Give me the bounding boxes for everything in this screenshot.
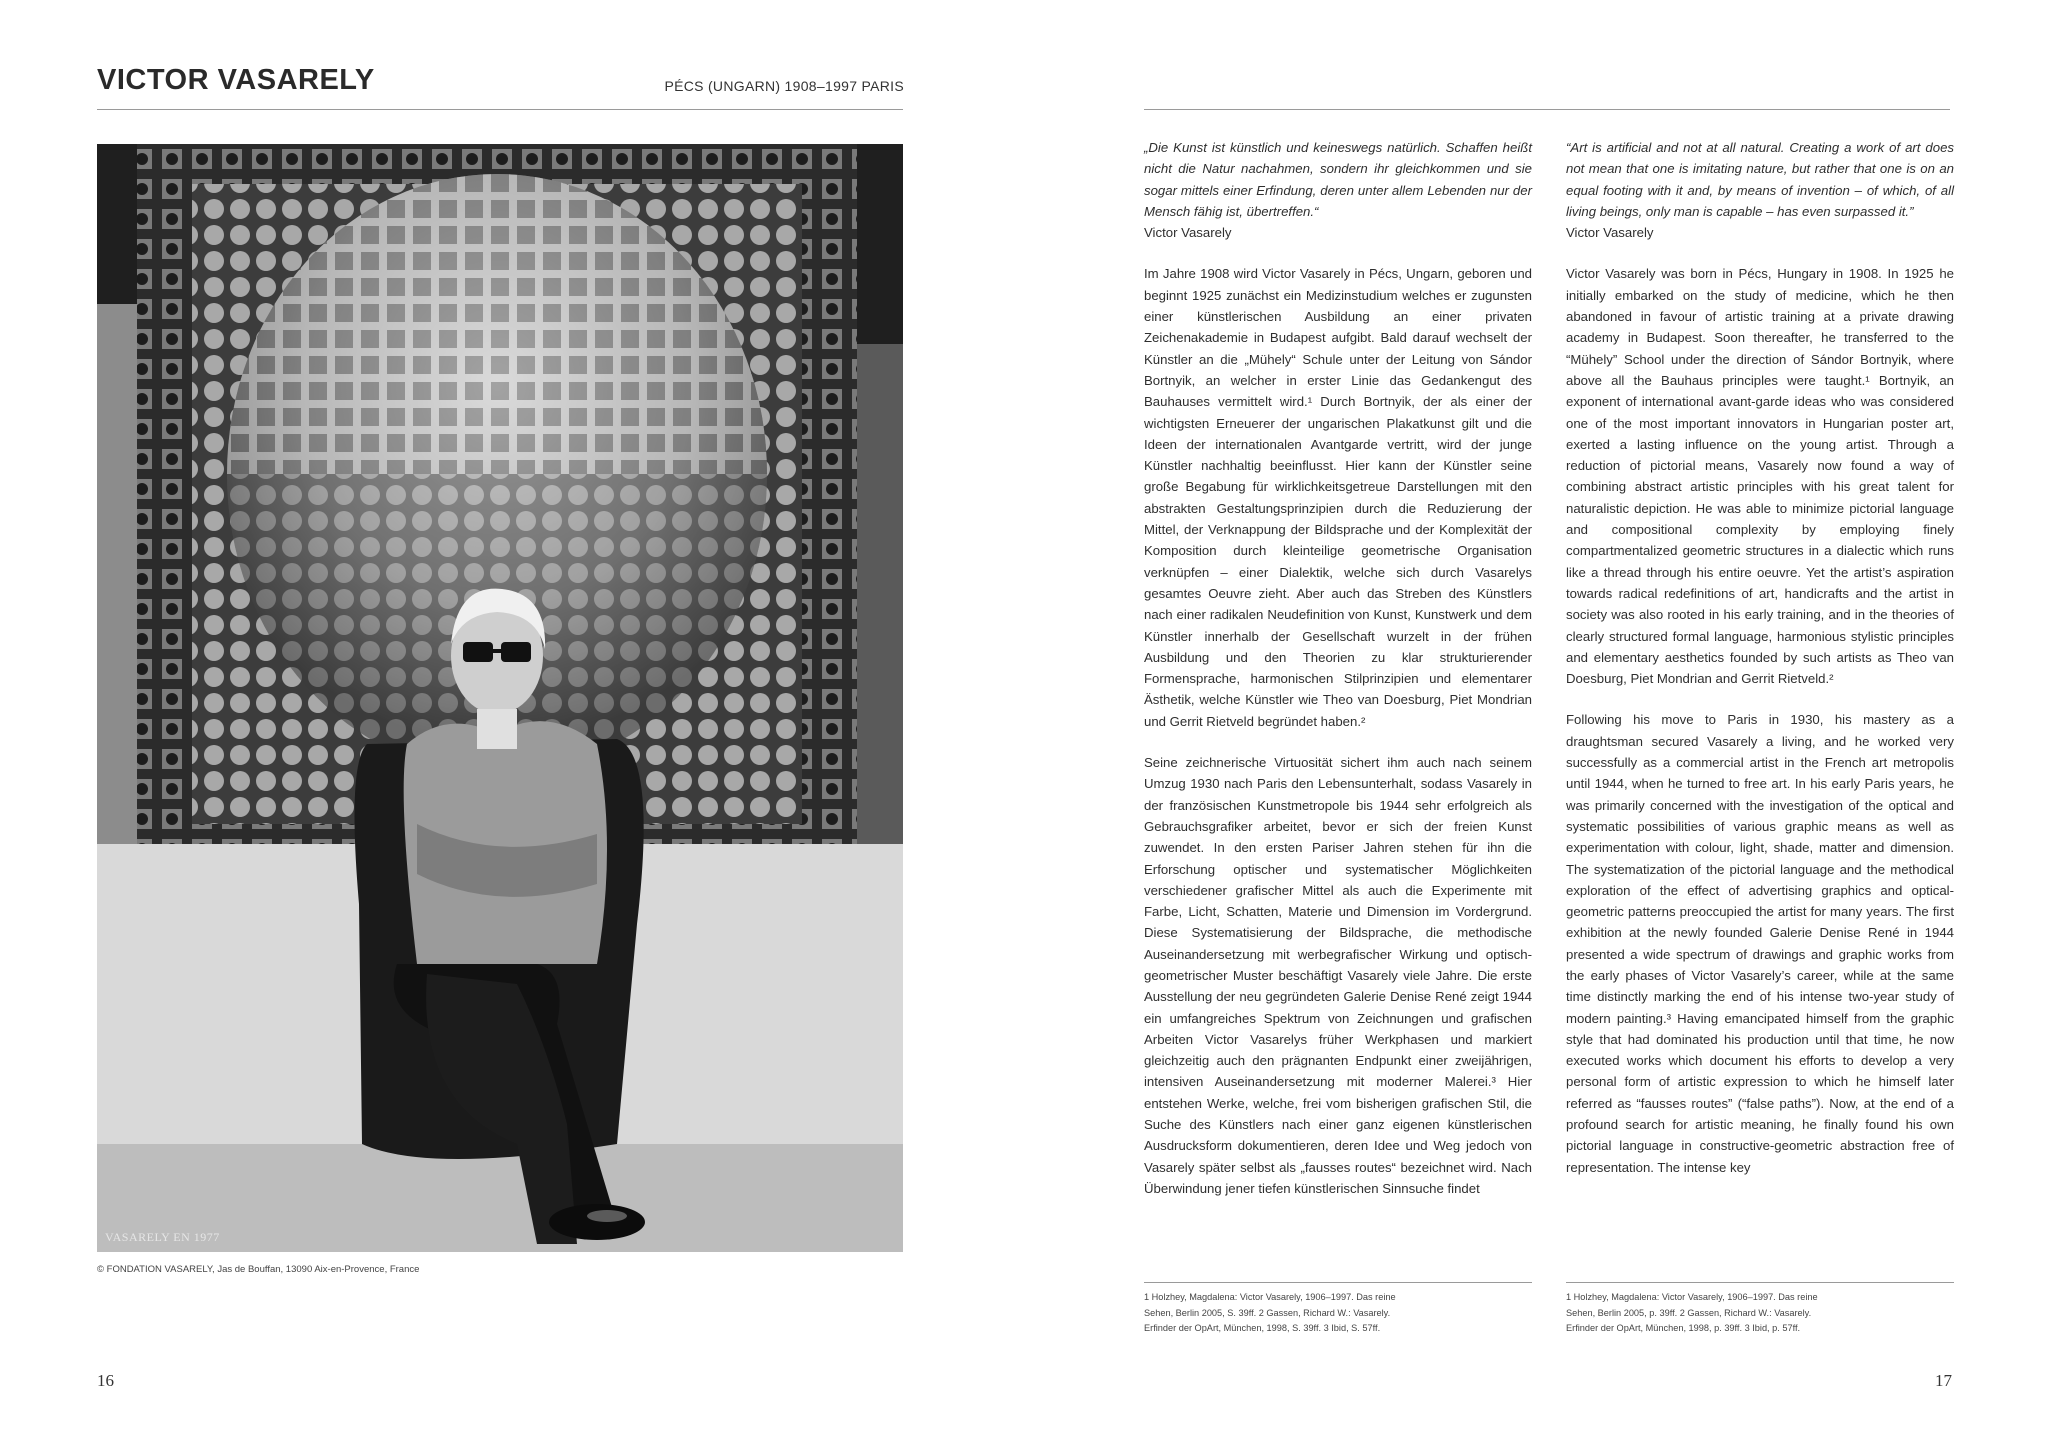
artist-photograph [97, 144, 903, 1252]
german-quote-author: Victor Vasarely [1144, 225, 1232, 241]
german-quote: „Die Kunst ist künstlich und keineswegs natürlich. Schaffen heißt nicht die Natur nachahmen, sondern ihr gleichkommen und sie sogar mittels einer Erfindung, deren unter allem Lebenden nur der Mensch fähig ist, übertreffen.“ [1144, 140, 1532, 219]
german-quote-block [1144, 137, 1532, 243]
page-title: VICTOR VASARELY [97, 64, 375, 96]
page-number-left: 16 [97, 1371, 114, 1390]
photo-caption: © FONDATION VASARELY, Jas de Bouffan, 13090 Aix-en-Provence, France [97, 1264, 420, 1275]
page-number-right: 17 [1935, 1371, 1952, 1390]
english-quote-author: Victor Vasarely [1566, 225, 1654, 241]
german-column [1144, 137, 1532, 1219]
footnote-rule-german [1144, 1282, 1532, 1283]
german-paragraph-1: Im Jahre 1908 wird Victor Vasarely in Pécs, Ungarn, geboren und beginnt 1925 zunächst ein Medizinstudium welches er zugunsten einer künstlerischen Ausbildung an einer privaten Zeichenakademie in Budapest aufgibt. Bald darauf wechselt der Künstler an die „Mühely“ Schule unter der Leitung von Sándor Bortnyik, an welcher in erster Linie das Gedankengut des Bauhauses vermittelt wird.¹ Durch Bortnyik, der als einer der wichtigsten Erneuerer der ungarischen Plakatkunst gilt und die Ideen der internationalen Avantgarde vertritt, wird der junge Künstler nachhaltig beeinflusst. Hier kann der Künstler seine große Begabung für wirklichkeitsgetreue Darstellungen mit den abstrakten Gestaltungsprinzipien durch die Reduzierung der Mittel, der Verknappung der Bildsprache und der Komplexität der Komposition durch kleinteilige geometrische Organisation verknüpfen – einer Dialektik, welche sich durch Vasarelys gesamtes Oeuvre zieht. Aber auch das Streben des Künstlers nach einer radikalen Neudefinition von Kunst, Kunstwerk und dem Künstler innerhalb der Gesellschaft wurzelt in der frühen Ausbildung und den Theorien zu klar strukturierender Formensprache, harmonischen Stilprinzipien und elementarer Ästhetik, welche Künstler wie Theo van Doesburg, Piet Mondrian und Gerrit Rietveld begründet haben.² [1144, 266, 1532, 729]
german-footnotes: 1 Holzhey, Magdalena: Victor Vasarely, 1906–1997. Das reine Sehen, Berlin 2005, S. 39ff. 2 Gassen, Richard W.: Vasarely. Erfinder der OpArt, München, 1998, S. 39ff. 3 Ibid, S. 57ff. [1144, 1292, 1396, 1333]
english-column [1566, 137, 1954, 1198]
header-rule-left [97, 109, 903, 110]
german-paragraph-2: Seine zeichnerische Virtuosität sichert ihm auch nach seinem Umzug 1930 nach Paris den Lebensunterhalt, sodass Vasarely in der französischen Kunstmetropole bis 1944 sehr erfolgreich als Gebrauchsgrafiker arbeitet, bevor er sich der freien Kunst zuwendet. In den ersten Pariser Jahren stehen für ihn die Erforschung optischer und systematischer Möglichkeiten verschiedener grafischer Mittel als auch die Experimente mit Farbe, Licht, Schatten, Materie und Dimension im Vordergrund. Diese Systematisierung der Bildsprache, die methodische Auseinandersetzung mit werbegrafischer Wirkung und optisch-geometrischer Muster beschäftigt Vasarely viele Jahre. Die erste Ausstellung der neu gegründeten Galerie Denise René zeigt 1944 ein umfangreiches Spektrum von Zeichnungen und grafischen Arbeiten Victor Vasarelys früher Werkphasen und markiert gleichzeitig auch den prägnanten Endpunkt einer zweijährigen, intensiven Auseinandersetzung mit moderner Malerei.³ Hier entstehen Werke, welche, frei vom bisherigen grafischen Stil, die Suche des Künstlers nach einer ganz eigenen künstlerischen Ausdrucksform dokumentieren, deren Idee und Weg jedoch von Vasarely später selbst als „fausses routes“ bezeichnet wird. Nach Überwindung jener tiefen künstlerischen Sinnsuche findet [1144, 755, 1532, 1196]
photo-signature: VASARELY EN 1977 [105, 1230, 220, 1244]
header-rule-right [1144, 109, 1950, 110]
english-footnotes: 1 Holzhey, Magdalena: Victor Vasarely, 1906–1997. Das reine Sehen, Berlin 2005, p. 39ff. 2 Gassen, Richard W.: Vasarely. Erfinder der OpArt, München, 1998, p. 39ff. 3 Ibid, p. 57ff. [1566, 1292, 1818, 1333]
artist-lifespan: PÉCS (UNGARN) 1908–1997 PARIS [664, 78, 904, 94]
english-quote: “Art is artificial and not at all natural. Creating a work of art does not mean that one is imitating nature, but rather that one is on an equal footing with it and, by means of invention – of which, of all living beings, only man is capable – has even surpassed it.” [1566, 140, 1954, 219]
footnote-rule-english [1566, 1282, 1954, 1283]
english-paragraph-2: Following his move to Paris in 1930, his mastery as a draughtsman secured Vasarely a living, and he worked very successfully as a commercial artist in the French art metropolis until 1944, when he turned to free art. In his early Paris years, he was primarily concerned with the investigation of the optical and systematic possibilities of various graphic means as well as experimentation with colour, light, shade, matter and dimension. The systematization of the pictorial language and the methodical exploration of the effect of advertising graphics and optical-geometric patterns preoccupied the artist for many years. The first exhibition at the newly founded Galerie Denise René in 1944 presented a wide spectrum of drawings and graphic works from the early phases of Victor Vasarely’s career, while at the same time distinctly marking the end of his intense two-year study of modern painting.³ Having emancipated himself from the graphic style that had dominated his production until that time, he now executed works which document his efforts to develop a very personal form of artistic expression to which he himself later referred as “fausses routes” (“false paths”). Now, at the end of a profound search for artistic meaning, he finally found his own pictorial language in constructive-geometric abstraction free of representation. The intense key [1566, 712, 1954, 1175]
english-quote-block [1566, 137, 1954, 243]
english-paragraph-1: Victor Vasarely was born in Pécs, Hungary in 1908. In 1925 he initially embarked on the study of medicine, which he then abandoned in favour of artistic training at a private drawing academy in Budapest. Soon thereafter, he transferred to the “Mühely” School under the direction of Sándor Bortnyik, where above all the Bauhaus principles were taught.¹ Bortnyik, an exponent of international avant-garde ideas who was considered one of the most important innovators in Hungarian poster art, exerted a lasting influence on the young artist. Through a reduction of pictorial means, Vasarely now found a way of combining abstract artistic principles with his great talent for naturalistic depiction. He was able to minimize pictorial language and compositional complexity by employing finely compartmentalized geometric structures in a dialectic which runs like a thread through his entire oeuvre. Yet the artist’s aspiration towards radical redefinitions of art, handicrafts and the artist in society was also rooted in his early training, and in the theories of clearly structured formal language, harmonious stylistic principles and elementary aesthetics founded by such artists as Theo van Doesburg, Piet Mondrian and Gerrit Rietveld.² [1566, 266, 1954, 687]
